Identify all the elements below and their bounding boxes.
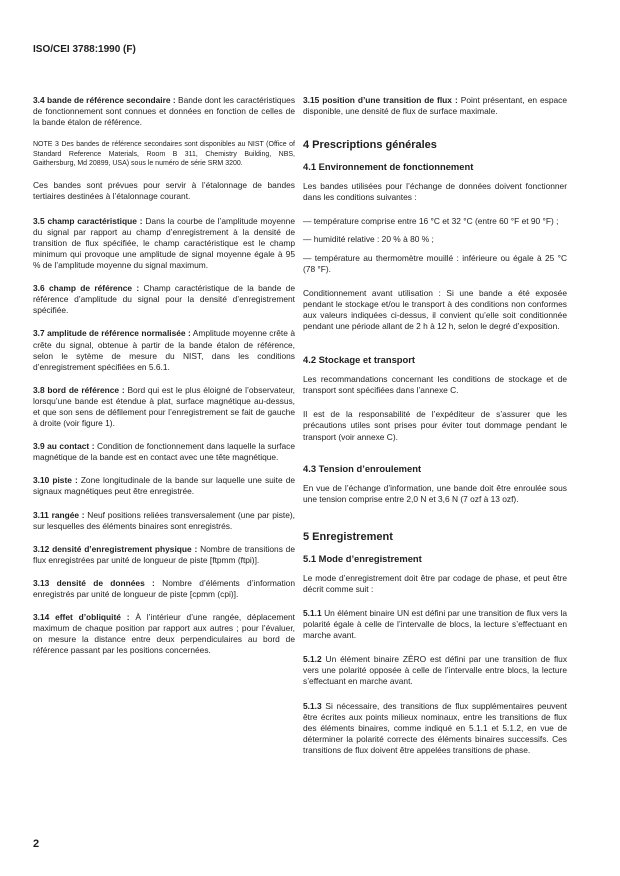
clause-5-1-3 [303, 701, 567, 756]
definition-text: Dans la courbe de l’amplitude moyenne du signal par rapport au champ d’enregistrement à la densité de transition de flux spécifiée, le champ caractéristique est le champ minimum qui provoque une amplitude de signal moyenne égale à 95 % de l’amplitude moyenne du signal maximum. [33, 215, 295, 271]
definition-text: Condition de fonctionnement dans laquelle la surface magnétique de la bande est en contact avec une tête magnétique. [33, 441, 296, 463]
definition-text: Zone longitudinale de la bande sur laquelle une suite de signaux magnétiques peut être enregistrée. [33, 475, 296, 497]
definition-text: Bord qui est le plus éloigné de l’observateur, lorsqu’une bande est étendue à plat, surface magnétique au-dessus, et que son sens de défilement pour l’enregistrement se fait de gauche à droite (voir figure 1). [33, 384, 295, 429]
term: 3.9 au contact : [33, 441, 95, 452]
definition-3-5 [33, 216, 295, 271]
list-item-temperature: — température comprise entre 16 °C et 32 °C (entre 60 °F et 90 °F) ; [303, 216, 559, 227]
page-number: 2 [33, 838, 40, 850]
term: 3.4 bande de référence secondaire : [33, 95, 176, 105]
clause-5-1-1 [303, 608, 567, 641]
clause-text: Un élément binaire UN est défini par une transition de flux vers la polarité égale à celle de l’intervalle de blocs, la lecture s’effectuant en marche avant. [303, 607, 567, 641]
term: 3.7 amplitude de référence normalisée : [33, 328, 191, 339]
definition-text: Neuf positions reliées transversalement (une par piste), sur lesquelles des éléments binaires sont enregistrés. [33, 509, 295, 531]
definition-text: Champ caractéristique de la bande de référence d’amplitude du signal pour la densité d’enregistrement spécifiée. [33, 283, 296, 316]
term: 3.8 bord de référence : [33, 384, 125, 395]
definition-3-4 [33, 95, 295, 128]
paragraph-4-2-b: Il est de la responsabilité de l’expéditeur de s’assurer que les précautions utiles sont prises pour éviter tout dommage pendant le transport (voir annexe C). [303, 409, 567, 442]
list-item-humidity: — humidité relative : 20 % à 80 % ; [303, 234, 434, 245]
term: 3.5 champ caractéristique : [33, 215, 143, 226]
section-4-3-heading: 4.3 Tension d’enroulement [303, 462, 422, 474]
definition-text: Nombre d’éléments d’information enregistrés par unité de longueur de piste [cpmm (cpi)]. [33, 577, 296, 600]
paragraph-4-2-a: Les recommandations concernant les conditions de stockage et de transport sont spécifiées dans l’annexe C. [303, 374, 567, 396]
section-4-2-heading: 4.2 Stockage et transport [303, 354, 416, 366]
paragraph-4-3: En vue de l’échange d’information, une bande doit être enroulée sous une tension comprise entre 2,0 N et 3,6 N (7 ozf à 13 ozf). [303, 482, 567, 504]
definition-3-9 [33, 441, 295, 463]
definition-3-15 [303, 95, 567, 117]
definition-text: Point présentant, en espace disponible, une densité de flux de surface maximale. [303, 95, 568, 117]
definition-3-14 [33, 612, 295, 656]
clause-text: Si nécessaire, des transitions de flux supplémentaires peuvent être écrites aux points milieux nominaux, entre les transitions de flux des éléments binaires, comme indiqué en 5.1.1 et 5.1.2, en vue de déterminer la polarité correcte des éléments binaires successifs. Ces transitions de flux doivent être appelées transitions de phase. [303, 700, 568, 755]
paragraph-tertiary-tapes: Ces bandes sont prévues pour servir à l’étalonnage de bandes tertiaires destinées à l’étalonnage courant. [33, 179, 295, 201]
clause-text: Un élément binaire ZÉRO est défini par une transition de flux vers une polarité opposée à celle de l’intervalle entre blocs, la lecture s’effectuant en marche avant. [303, 654, 568, 687]
right-column [303, 95, 567, 769]
section-5-1-heading: 5.1 Mode d’enregistrement [303, 552, 422, 564]
definition-3-7 [33, 328, 295, 372]
term: 3.14 effet d’obliquité : [33, 612, 130, 623]
section-4-1-heading: 4.1 Environnement de fonctionnement [303, 161, 474, 173]
paragraph-4-1: Les bandes utilisées pour l’échange de données doivent fonctionner dans les conditions suivantes : [303, 181, 567, 203]
paragraph-5-1: Le mode d’enregistrement doit être par codage de phase, et peut être décrit comme suit : [303, 572, 567, 594]
term: 3.10 piste : [33, 475, 78, 486]
note-3: NOTE 3 Des bandes de référence secondaires sont disponibles au NIST (Office of Standard Reference Materials, Room B 311, Chemistry Building, NBS, Gaithersburg, Md 20899, USA) sous le numéro de série SRM 3200. [33, 141, 295, 168]
document-header: ISO/CEI 3788:1990 (F) [33, 44, 136, 55]
term: 3.11 rangée : [33, 509, 85, 520]
definition-3-11 [33, 510, 295, 532]
left-column [33, 95, 295, 669]
term: 3.6 champ de référence : [33, 283, 140, 294]
definition-3-12 [33, 544, 295, 566]
section-4-heading: 4 Prescriptions générales [303, 139, 437, 152]
term: 3.12 densité d’enregistrement physique : [33, 543, 198, 554]
term: 3.13 densité de données : [33, 577, 155, 588]
definition-3-6 [33, 283, 295, 316]
clause-number: 5.1.1 [303, 607, 322, 618]
definition-text: Nombre de transitions de flux enregistrées par unité de longueur de piste [ftpmm (ftpi)]. [33, 543, 296, 565]
clause-number: 5.1.2 [303, 654, 322, 665]
list-item-wet-bulb: — température au thermomètre mouillé : inférieure ou égale à 25 °C (78 °F). [303, 252, 567, 274]
paragraph-conditioning: Conditionnement avant utilisation : Si une bande a été exposée pendant le stockage et/ou le transport à des conditions non conformes aux valeurs indiquées ci-dessus, il convient qu’elle soit conditionnée pendant une période allant de 2 h à 12 h, selon le degré d’exposition. [303, 287, 567, 332]
definition-3-13 [33, 578, 295, 600]
definition-text: À l’intérieur d’une rangée, déplacement maximum de chaque position par rapport aux autres ; pour l’évaluer, on mesure la distance entre deux perpendiculaires au bord de référence passant par les positions concernées. [33, 612, 295, 656]
clause-5-1-2 [303, 654, 567, 687]
term: 3.15 position d’une transition de flux : [303, 95, 458, 105]
definition-3-10 [33, 475, 295, 497]
definition-3-8 [33, 385, 295, 429]
definition-text: Bande dont les caractéristiques de fonctionnement sont connues et données en fonction de celles de la bande étalon de référence. [33, 95, 296, 128]
clause-number: 5.1.3 [303, 700, 322, 711]
definition-text: Amplitude moyenne crête à crête du signal, obtenue à partir de la bande étalon de référence, selon le sytème de mesure du NIST, dans les conditions d’enregistrement spécifiées en 5.6.1. [33, 328, 295, 372]
section-5-heading: 5 Enregistrement [303, 530, 393, 543]
